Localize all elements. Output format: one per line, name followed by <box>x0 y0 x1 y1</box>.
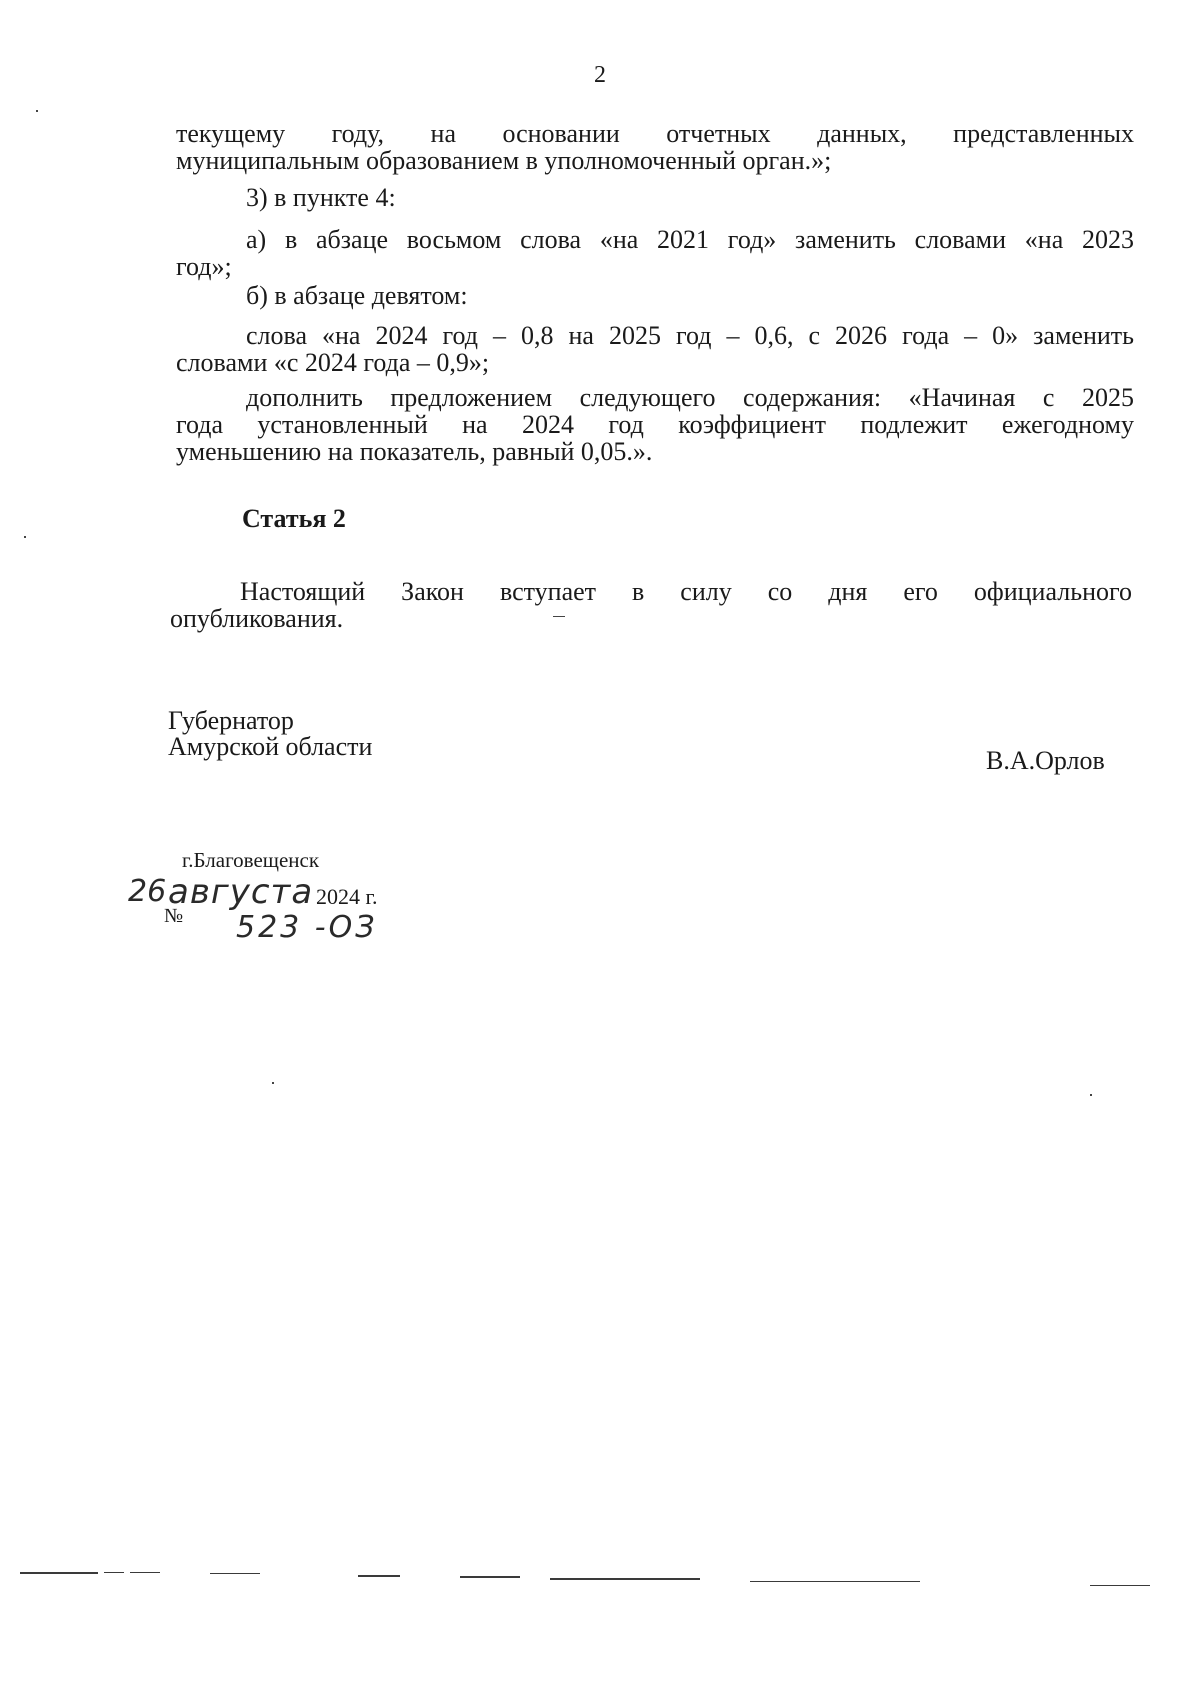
text-line: дополнить предложением следующего содержания: «Начиная с 2025 <box>246 383 1134 412</box>
scan-line <box>550 1578 700 1580</box>
paragraph-replace-words <box>176 322 1134 376</box>
article-heading: Статья 2 <box>242 504 346 533</box>
signatory-title <box>168 708 372 760</box>
year: 2024 г. <box>316 884 378 909</box>
text-line: 3) в пункте 4: <box>246 183 396 212</box>
scan-line <box>130 1572 160 1573</box>
handwritten-law-number: 523 -ОЗ <box>236 910 378 945</box>
paragraph-point-3 <box>176 184 1200 211</box>
signatory-name: В.А.Орлов <box>986 746 1105 775</box>
paragraph-add-sentence <box>176 384 1134 465</box>
paragraph-subpoint-b <box>176 282 1200 309</box>
text-line: слова «на 2024 год – 0,8 на 2025 год – 0,6, с 2026 года – 0» заменить <box>246 321 1134 350</box>
paragraph-continuation <box>176 120 1134 174</box>
scan-line <box>210 1573 260 1574</box>
scan-dot <box>36 110 38 112</box>
scan-dot <box>272 1082 274 1084</box>
paragraph-subpoint-a <box>176 226 1134 280</box>
text-line: год»; <box>176 252 232 281</box>
text-line: опубликования. <box>170 604 344 633</box>
scan-dot <box>553 616 565 617</box>
handwritten-month: августа <box>168 872 314 912</box>
text-line: а) в абзаце восьмом слова «на 2021 год» заменить словами «на 2023 <box>246 225 1134 254</box>
text-line: словами «с 2024 года – 0,9»; <box>176 348 490 377</box>
text-line: б) в абзаце девятом: <box>246 281 468 310</box>
scan-line <box>358 1575 400 1577</box>
handwritten-day: 26 <box>128 874 167 909</box>
scan-line <box>750 1581 920 1582</box>
number-label: № <box>164 905 184 927</box>
text-line: уменьшению на показатель, равный 0,05.». <box>176 437 653 466</box>
scan-line <box>1090 1585 1150 1586</box>
scan-line <box>104 1572 124 1573</box>
text-line: текущему году, на основании отчетных данных, представленных <box>176 119 1134 148</box>
text-line: Настоящий Закон вступает в силу со дня его официального <box>240 577 1132 606</box>
city: г.Благовещенск <box>182 848 320 872</box>
signatory-title-line: Губернатор <box>168 706 294 735</box>
text-line: года установленный на 2024 год коэффициент подлежит ежегодному <box>176 410 1134 439</box>
page-number: 2 <box>594 62 606 88</box>
scan-line <box>20 1572 98 1574</box>
text-line: муниципальным образованием в уполномоченный орган.»; <box>176 146 832 175</box>
signatory-title-line: Амурской области <box>168 732 373 761</box>
scan-line <box>460 1576 520 1578</box>
article-text <box>170 578 1132 632</box>
scan-dot <box>1090 1094 1092 1096</box>
scan-dot <box>24 536 26 538</box>
